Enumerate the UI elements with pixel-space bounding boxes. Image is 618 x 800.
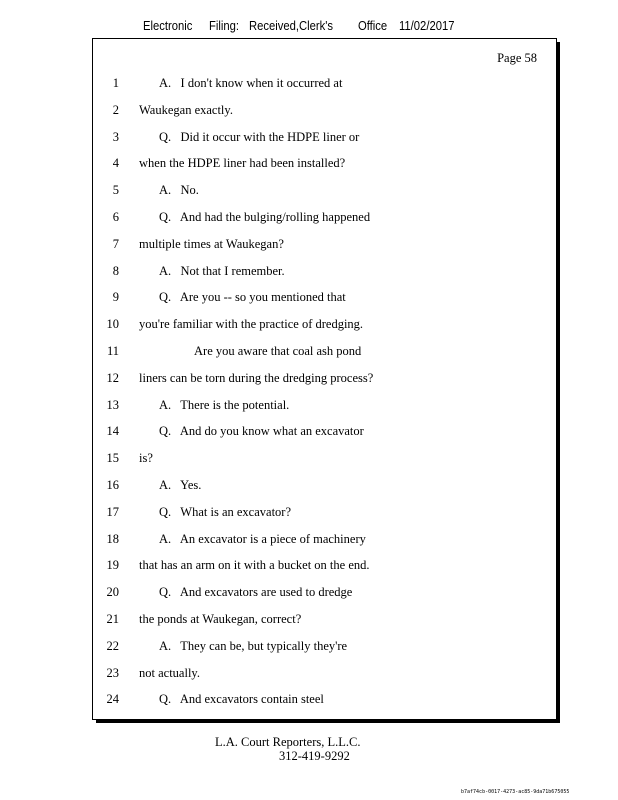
transcript-line [93, 264, 558, 284]
line-number: 6 [112, 210, 119, 224]
line-text: A. Not that I remember. [159, 263, 285, 278]
line-number: 24 [106, 692, 119, 707]
line-text: multiple times at Waukegan? [139, 236, 284, 251]
header-word-filing: Filing: [209, 19, 240, 33]
line-number: 19 [106, 558, 119, 573]
line-number: 3 [112, 129, 119, 144]
line-text: Waukegan exactly. [139, 102, 233, 117]
line-text: A. No. [159, 183, 199, 198]
line-number: 5 [112, 183, 119, 198]
line-text: Q. Are you -- so you mentioned that [159, 290, 346, 305]
transcript-line [93, 692, 558, 712]
line-text: is? [139, 451, 153, 466]
header-word-office: Office [358, 19, 388, 33]
footer-company: L.A. Court Reporters, L.L.C. [215, 735, 361, 749]
transcript-line [93, 290, 558, 310]
line-number: 7 [112, 236, 119, 251]
page-shadow-bottom [96, 720, 560, 723]
header-word-received: Received,Clerk's [249, 19, 334, 33]
line-number: 10 [106, 317, 119, 332]
transcript-line [93, 156, 558, 176]
header-word-electronic: Electronic [143, 19, 193, 33]
transcript-line [93, 398, 558, 418]
line-number: 21 [106, 612, 119, 626]
transcript-line [93, 76, 558, 96]
transcript-line [93, 505, 558, 525]
line-number: 13 [106, 397, 119, 412]
filing-header [0, 19, 618, 39]
transcript-line [93, 639, 558, 659]
transcript-line [93, 237, 558, 257]
page-number: Page 58 [497, 51, 537, 65]
line-text: Q. And do you know what an excavator [159, 424, 364, 439]
line-number: 14 [106, 424, 119, 439]
line-text: A. Yes. [159, 478, 202, 492]
line-number: 1 [112, 76, 119, 90]
line-number: 22 [106, 638, 119, 653]
transcript-line [93, 130, 558, 150]
line-text: A. They can be, but typically they're [159, 638, 348, 653]
line-text: A. There is the potential. [159, 397, 290, 412]
header-date: 11/02/2017 [399, 19, 455, 33]
transcript-line [93, 183, 558, 203]
line-number: 4 [112, 156, 119, 171]
footer-phone: 312-419-9292 [279, 749, 350, 763]
transcript-line [93, 210, 558, 230]
line-number: 9 [112, 290, 119, 305]
transcript-line [93, 424, 558, 444]
transcript-page [92, 38, 557, 720]
line-number: 20 [106, 585, 119, 600]
transcript-line [93, 451, 558, 471]
line-number: 12 [106, 370, 119, 385]
transcript-line [93, 532, 558, 552]
line-text: Q. Did it occur with the HDPE liner or [159, 129, 360, 144]
line-number: 8 [112, 263, 119, 278]
line-text: Q. And excavators contain steel [159, 692, 324, 707]
line-number: 18 [106, 531, 119, 546]
transcript-line [93, 317, 558, 337]
line-text: Q. And had the bulging/rolling happened [159, 210, 371, 224]
line-text: Q. And excavators are used to dredge [159, 585, 353, 600]
transcript-line [93, 612, 558, 632]
transcript-line [93, 103, 558, 123]
line-text: you're familiar with the practice of dredging. [139, 317, 364, 332]
transcript-line [93, 344, 558, 364]
line-text: the ponds at Waukegan, correct? [139, 612, 302, 626]
transcript-line [93, 371, 558, 391]
line-text: A. I don't know when it occurred at [159, 76, 343, 90]
line-text: not actually. [139, 665, 200, 680]
line-number: 16 [106, 478, 119, 492]
line-number: 23 [106, 665, 119, 680]
transcript-line [93, 585, 558, 605]
line-text: liners can be torn during the dredging process? [139, 370, 374, 385]
line-number: 15 [106, 451, 119, 466]
transcript-line [93, 558, 558, 578]
line-number: 11 [106, 344, 119, 358]
line-number: 17 [106, 504, 119, 519]
transcript-line [93, 666, 558, 686]
line-text: when the HDPE liner had been installed? [139, 156, 346, 171]
line-text: A. An excavator is a piece of machinery [159, 531, 366, 546]
line-text: Q. What is an excavator? [159, 504, 292, 519]
line-text: Are you aware that coal ash pond [194, 344, 362, 358]
line-text: that has an arm on it with a bucket on the end. [139, 558, 370, 573]
document-id: b7af74cb-0017-4273-ac85-9da71b675055 [461, 789, 570, 795]
transcript-line [93, 478, 558, 498]
line-number: 2 [112, 102, 119, 117]
